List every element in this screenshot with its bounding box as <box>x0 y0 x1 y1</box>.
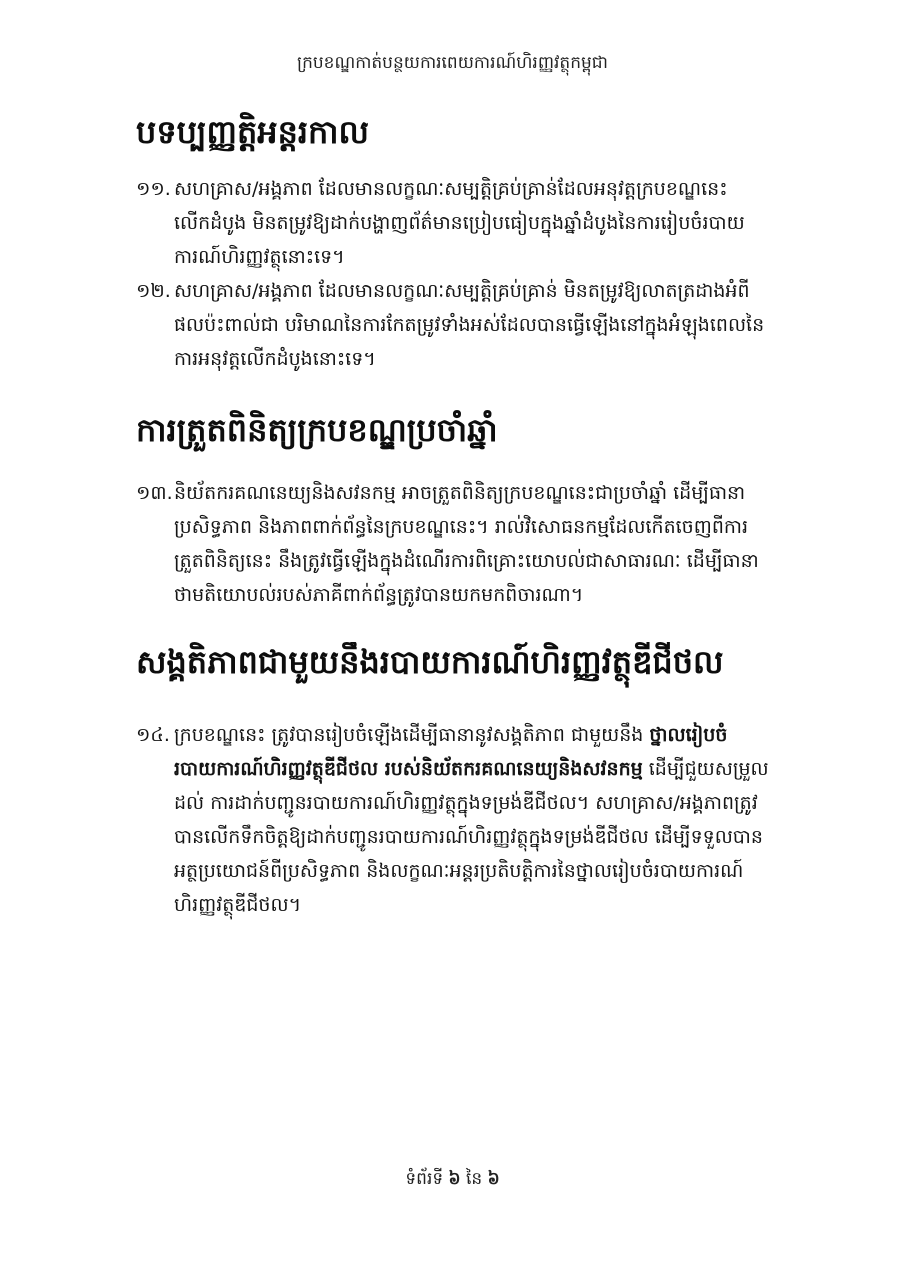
platform-name-bold: របាយការណ៍ហិរញ្ញវត្ថុឌីជីថល របស់និយ័តករគណនេយ្យនិងសវនកម្ម <box>174 758 643 780</box>
paragraph-12 <box>136 274 801 376</box>
total-page-number: ៦ <box>487 1169 500 1189</box>
section-title-annual-review: ការត្រួតពិនិត្យក្របខណ្ឌប្រចាំឆ្នាំ <box>136 411 498 449</box>
paragraph-13 <box>136 476 801 612</box>
paragraph-line: បានលើកទឹកចិត្តឱ្យដាក់បញ្ជូនរបាយការណ៍ហិរញ្ញវត្ថុក្នុងទម្រង់ឌីជីថល ដើម្បីទទួលបាន <box>174 826 763 848</box>
paragraph-line: សហគ្រាស/អង្គភាព ដែលមានលក្ខណៈសម្បត្តិគ្រប់គ្រាន់ មិនតម្រូវឱ្យលាតត្រដាងអំពី <box>174 280 750 302</box>
paragraph-14 <box>136 718 801 922</box>
paragraph-11 <box>136 172 801 274</box>
paragraph-number: ១១. <box>136 178 171 200</box>
paragraph-number: ១២. <box>136 280 171 302</box>
paragraph-line: ការអនុវត្តលើកដំបូងនោះទេ។ <box>174 348 376 370</box>
paragraph-line: និយ័តករគណនេយ្យនិងសវនកម្ម អាចត្រួតពិនិត្យក្របខណ្ឌនេះជាប្រចាំឆ្នាំ ដើម្បីធានា <box>174 482 746 504</box>
footer-prefix: ទំព័រទី <box>405 1169 449 1189</box>
paragraph-line: ការណ៍ហិរញ្ញវត្ថុនោះទេ។ <box>174 246 345 268</box>
paragraph-number: ១៣. <box>136 482 173 504</box>
platform-name-bold: ថ្នាលរៀបចំ <box>649 724 728 746</box>
paragraph-line: ហិរញ្ញវត្ថុឌីជីថល។ <box>174 894 302 916</box>
paragraph-line: ដើម្បីជួយសម្រួល <box>642 758 769 780</box>
paragraph-line: អត្ថប្រយោជន៍ពីប្រសិទ្ធភាព និងលក្ខណៈអន្តរប្រតិបត្តិការនៃថ្នាលរៀបចំរបាយការណ៍ <box>174 860 744 882</box>
page-number-footer <box>0 1168 905 1193</box>
footer-middle: នៃ <box>460 1169 488 1189</box>
section-title-digital-consistency: សង្គតិភាពជាមួយនឹងរបាយការណ៍ហិរញ្ញវត្ថុឌីជីថល <box>136 643 724 681</box>
paragraph-line: ផលប៉ះពាល់ជា បរិមាណនៃការកែតម្រូវទាំងអស់ដែលបានធ្វើឡើងនៅក្នុងអំឡុងពេលនៃ <box>174 314 765 336</box>
paragraph-number: ១៤. <box>136 724 170 746</box>
paragraph-line: សហគ្រាស/អង្គភាព ដែលមានលក្ខណៈសម្បត្តិគ្រប់គ្រាន់ដែលអនុវត្តក្របខណ្ឌនេះ <box>174 178 728 200</box>
running-header: ក្របខណ្ឌកាត់បន្ថយការពេយការណ៍ហិរញ្ញវត្ថុកម្ពុជា <box>297 53 608 73</box>
section-title-transitional-provisions: បទប្បញ្ញត្តិអន្តរកាល <box>136 113 369 151</box>
paragraph-line: ត្រួតពិនិត្យនេះ នឹងត្រូវធ្វើឡើងក្នុងដំណើរការពិគ្រោះយោបល់ជាសាធារណៈ ដើម្បីធានា <box>174 550 759 572</box>
paragraph-line: ដល់ ការដាក់បញ្ជូនរបាយការណ៍ហិរញ្ញវត្ថុក្នុងទម្រង់ឌីជីថល។ សហគ្រាស/អង្គភាពត្រូវ <box>174 792 758 814</box>
current-page-number: ៦ <box>448 1169 461 1189</box>
paragraph-line: ថាមតិយោបល់របស់ភាគីពាក់ព័ន្ធត្រូវបានយកមកពិចារណា។ <box>174 584 584 606</box>
paragraph-line: ក្របខណ្ឌនេះ ត្រូវបានរៀបចំឡើងដើម្បីធានានូវសង្គតិភាព ជាមួយនឹង <box>174 724 650 746</box>
paragraph-line: ប្រសិទ្ធភាព និងភាពពាក់ព័ន្ធនៃក្របខណ្ឌនេះ។ រាល់វិសោធនកម្មដែលកើតចេញពីការ <box>174 516 749 538</box>
paragraph-line: លើកដំបូង មិនតម្រូវឱ្យដាក់បង្ហាញព័ត៌មានប្រៀបធៀបក្នុងឆ្នាំដំបូងនៃការរៀបចំរបាយ <box>174 212 745 234</box>
